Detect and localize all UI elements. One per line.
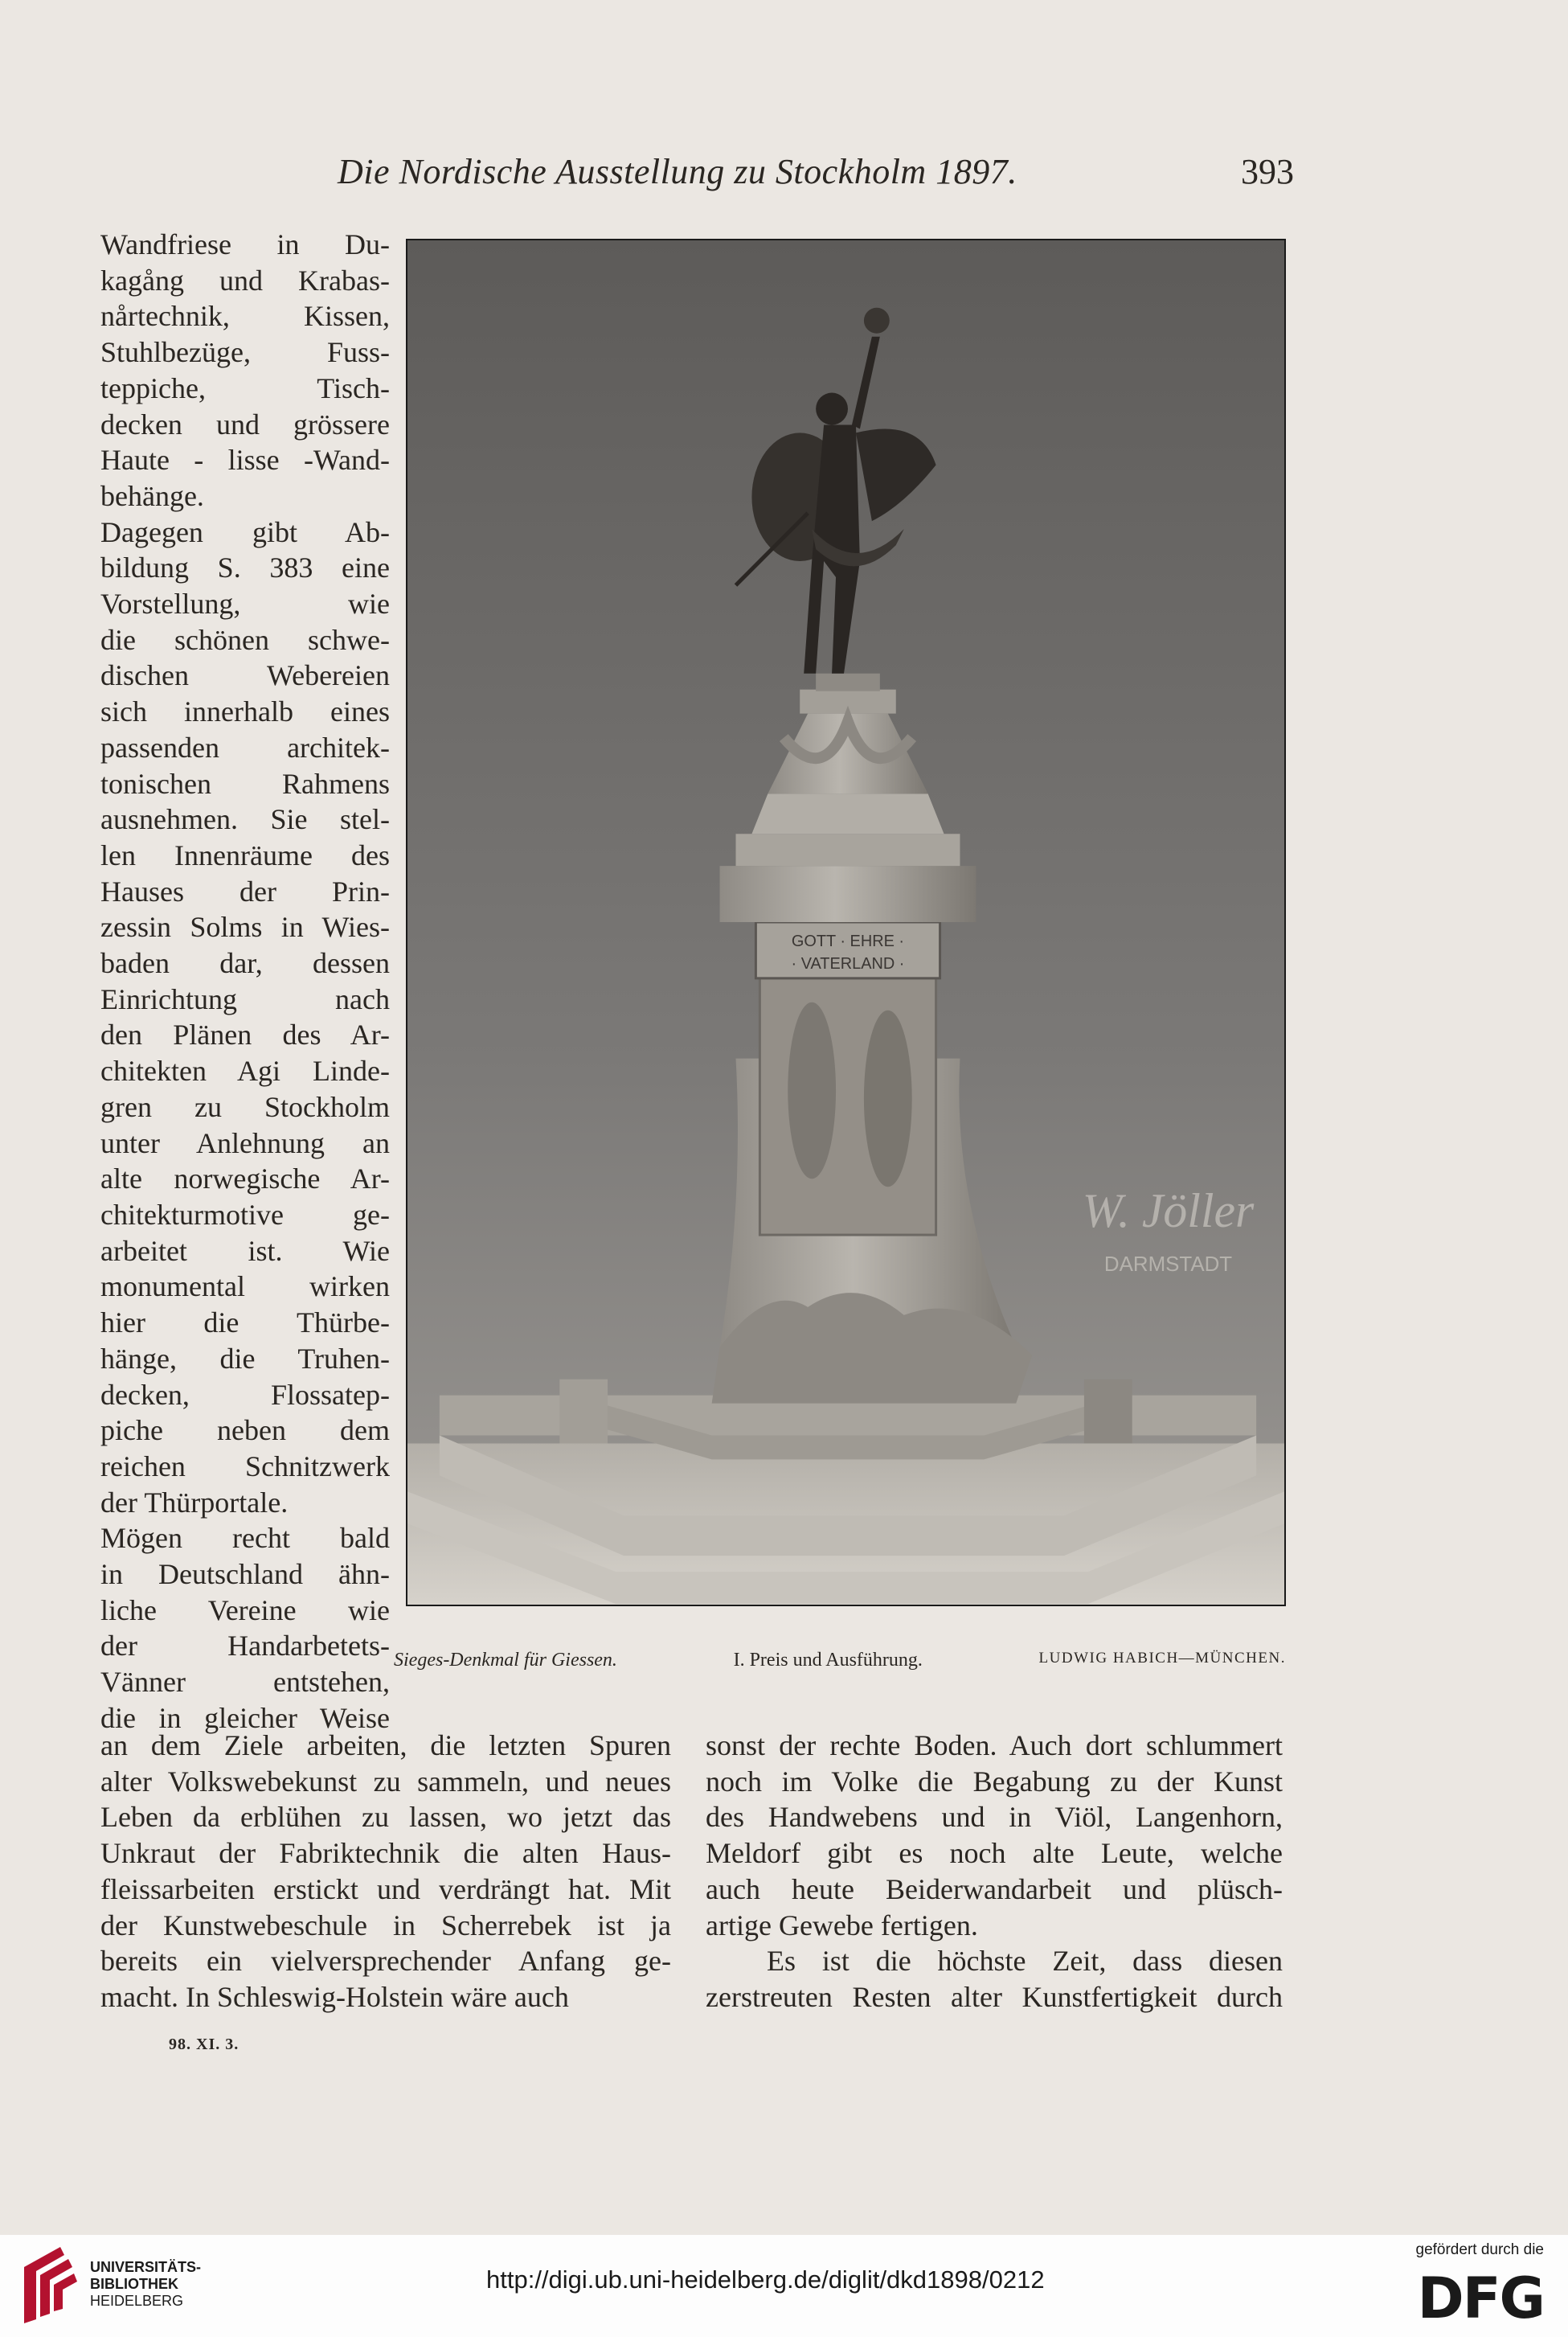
text-line: der Thürportale. [100,1486,289,1519]
text-line: teppiche, Tisch- [100,371,390,404]
library-line1: UNIVERSITÄTS- [90,2259,202,2275]
library-line2: BIBLIOTHEK [90,2276,178,2292]
inscription-line2: · VATERLAND · [791,954,905,973]
figure-head [816,393,848,425]
text-line: Haute - lisse -Wand- [100,444,390,477]
text-line: tonischen Rahmens [100,767,390,800]
figure-plinth [816,674,880,691]
text-line: fleissarbeiten erstickt und verdrängt hat. Mit [100,1872,671,1905]
caption-artist: LUDWIG HABICH—MÜNCHEN. [1038,1650,1286,1667]
caption-title: Sieges-Denkmal für Giessen. [394,1650,617,1671]
text-line: Unkraut der Fabriktechnik die alten Haus- [100,1837,671,1870]
text-line: Meldorf gibt es noch alte Leute, welche [706,1837,1283,1870]
pedestal-cornice [736,834,960,866]
text-line: Wandfriese in Du- [100,228,390,260]
text-line: bereits ein vielversprechender Anfang ge- [100,1945,671,1978]
text-line: alter Volkswebekunst zu sammeln, und neues [100,1765,671,1798]
text-line: monumental wirken [100,1270,390,1303]
figure-crown [864,308,890,334]
text-line: unter Anlehnung an [100,1126,390,1159]
text-line: len Innenräume des [100,838,390,871]
right-post [1084,1380,1132,1444]
text-line: zessin Solms in Wies- [100,911,390,944]
text-line: chitekturmotive ge- [100,1198,390,1231]
pedestal-upper-block [720,866,976,922]
text-line: artige Gewebe fertigen. [706,1909,978,1941]
monument-illustration [407,240,1284,1605]
text-line: der Kunstwebeschule in Scherrebek ist ja [100,1909,671,1941]
monument-photograph [406,239,1286,1606]
right-text-column [706,1728,1283,2015]
text-line: Vorstellung, wie [100,588,390,621]
text-line: kagång und Krabas- [100,264,390,297]
text-line: des Handwebens und in Viöl, Langenhorn, [706,1801,1283,1834]
text-line: dischen Webereien [100,659,390,692]
digitization-footer [0,2235,1568,2337]
text-line: ausnehmen. Sie stel- [100,803,390,836]
caption-prize: I. Preis und Ausführung. [733,1650,923,1671]
text-line: hier die Thürbe- [100,1306,390,1339]
text-line: zerstreuten Resten alter Kunstfertigkeit durch [706,1980,1283,2013]
text-line: auch heute Beiderwandarbeit und plüsch- [706,1872,1283,1905]
text-line: arbeitet ist. Wie [100,1234,390,1267]
printer-signature-mark: 98. XI. 3. [169,2036,239,2053]
running-header [338,151,1294,199]
relief-figure-left [788,1002,836,1179]
text-line: an dem Ziele arbeiten, die letzten Spuren [100,1729,671,1761]
text-line: gren zu Stockholm [100,1090,390,1123]
relief-figure-right [864,1011,912,1187]
text-line: hänge, die Truhen- [100,1342,390,1375]
text-line: piche neben dem [100,1414,390,1447]
text-line: Leben da erblühen zu lassen, wo jetzt das [100,1801,671,1834]
text-line: Einrichtung nach [100,982,390,1015]
running-title: Die Nordische Ausstellung zu Stockholm 1897. [338,152,1017,191]
text-line: die schönen schwe- [100,623,390,656]
permalink-url[interactable]: http://digi.ub.uni-heidelberg.de/diglit/dkd1898/0212 [486,2265,1045,2294]
text-line: Stuhlbezüge, Fuss- [100,336,390,369]
text-line: die in gleicher Weise [100,1701,390,1734]
text-line: der Handarbetets- [100,1630,390,1663]
left-text-column [100,1728,671,2015]
text-line: behänge. [100,479,204,512]
text-line: liche Vereine wie [100,1593,390,1626]
university-library-logo-icon[interactable] [16,2243,80,2327]
text-line: Mögen recht bald [100,1522,390,1555]
left-post [559,1380,608,1444]
pedestal-step-1 [751,793,944,834]
text-line: chitekten Agi Linde- [100,1055,390,1088]
text-line: sich innerhalb eines [100,695,390,728]
text-line: reichen Schnitzwerk [100,1449,390,1482]
text-line: den Plänen des Ar- [100,1019,390,1052]
page-number: 393 [1241,152,1294,191]
text-line: bildung S. 383 eine [100,551,390,584]
text-line: in Deutschland ähn- [100,1558,390,1591]
text-line: baden dar, dessen [100,947,390,980]
text-line: noch im Volke die Begabung zu der Kunst [706,1765,1283,1798]
text-line: passenden architek- [100,731,390,764]
text-line: Hauses der Prin- [100,875,390,908]
library-line3: HEIDELBERG [90,2293,184,2309]
text-line: Vänner entstehen, [100,1666,390,1699]
dfg-logo[interactable]: DFG [1417,2265,1544,2331]
photographer-city: DARMSTADT [1103,1253,1233,1276]
text-line: Es ist die höchste Zeit, dass diesen [767,1945,1283,1978]
text-line: alte norwegische Ar- [100,1162,390,1195]
figure-caption [394,1650,1286,1671]
text-line: Dagegen gibt Ab- [100,515,390,548]
text-line: decken und grössere [100,408,390,441]
text-line: decken, Flossatep- [100,1378,390,1411]
library-name [90,2259,201,2310]
narrow-text-column [100,227,390,1736]
photographer-signature: W. Jöller [1082,1184,1255,1238]
inscription-line1: GOTT · EHRE · [791,932,905,950]
text-line: nårtechnik, Kissen, [100,300,390,333]
text-line: sonst der rechte Boden. Auch dort schlummert [706,1729,1283,1761]
text-line: macht. In Schleswig-Holstein wäre auch [100,1980,569,2013]
funding-note: gefördert durch die [1415,2241,1544,2258]
